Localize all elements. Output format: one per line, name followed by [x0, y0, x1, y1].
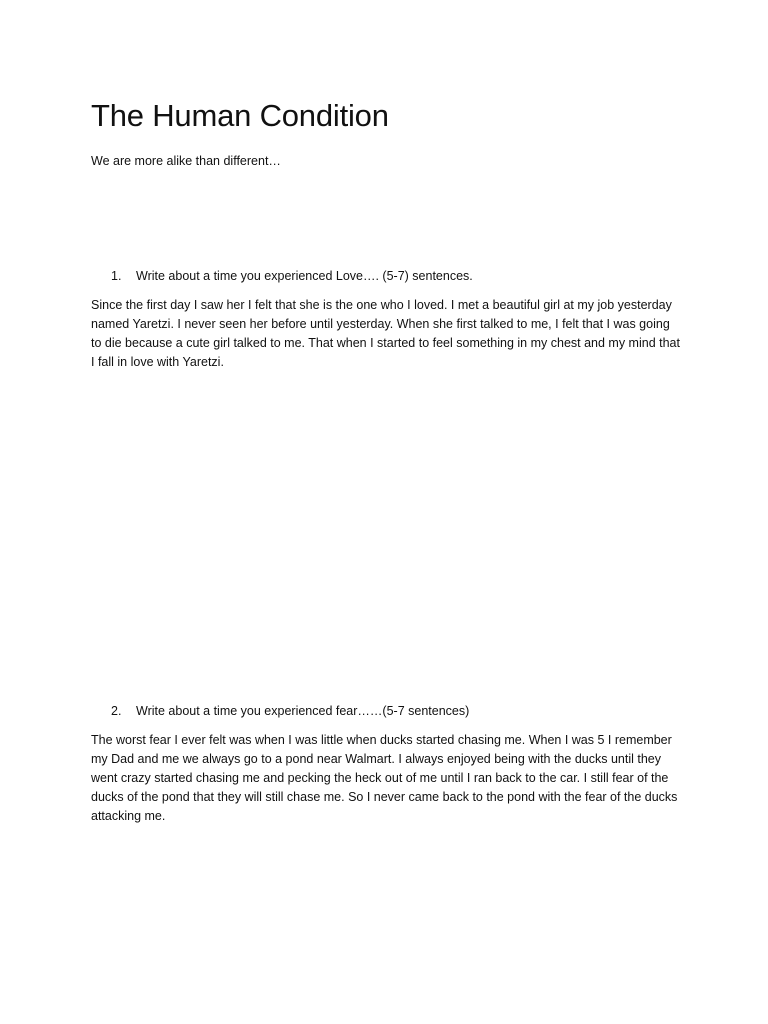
question-number: 2. — [111, 704, 122, 718]
question-1 — [111, 267, 473, 285]
answer-2: The worst fear I ever felt was when I was little when ducks started chasing me. When I was 5 I remember my Dad and me we always go to a pond near Walmart. I always enjoyed being with the ducks until they went crazy started chasing me and pecking the heck out of me until I ran back to the car. I still fear of the ducks of the pond that they will still chase me. So I never came back to the pond with the fear of the ducks attacking me. — [91, 733, 678, 823]
question-prompt: Write about a time you experienced Love…. (5-7) sentences. — [136, 269, 473, 283]
answer-1: Since the first day I saw her I felt that she is the one who I loved. I met a beautiful girl at my job yesterday named Yaretzi. I never seen her before until yesterday. When she first talked to me, I felt that I was going to die because a cute girl talked to me. That when I started to feel something in my chest and my mind that I fall in love with Yaretzi. — [91, 298, 680, 369]
question-2 — [111, 702, 469, 720]
page-subtitle: We are more alike than different… — [91, 154, 281, 168]
page-title: The Human Condition — [91, 98, 389, 133]
question-prompt: Write about a time you experienced fear……(5-7 sentences) — [136, 704, 470, 718]
question-number: 1. — [111, 269, 122, 283]
